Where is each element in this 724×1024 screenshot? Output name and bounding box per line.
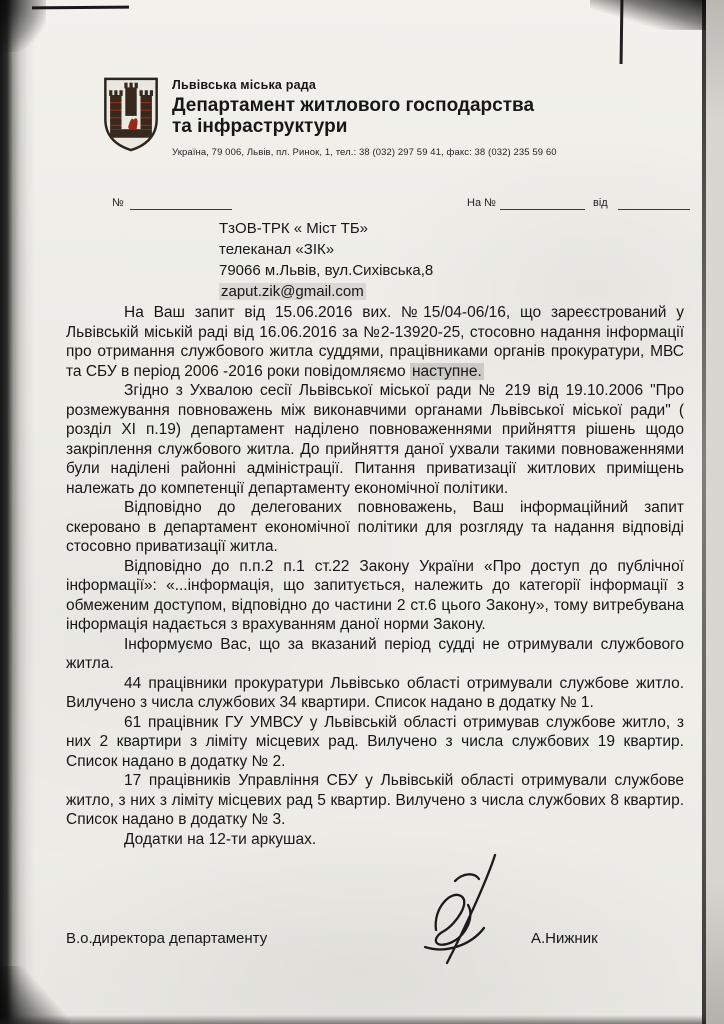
date-label: від — [593, 197, 608, 209]
outgoing-number-label: № — [112, 197, 124, 209]
recipient-block — [219, 218, 433, 302]
recipient-email: zaput.zik@gmail.com — [221, 283, 364, 300]
incoming-number-label: На № — [467, 197, 496, 209]
recipient-organization: ТзОВ-ТРК « Міст ТБ» — [219, 220, 369, 237]
outgoing-number-blank — [130, 209, 232, 210]
department-name-line2: та інфраструктури — [172, 116, 348, 138]
scan-artifact-top-left-corner — [0, 0, 46, 52]
reference-line — [112, 197, 690, 215]
body-paragraph: 17 працівників Управління СБУ у Львівській області отримували службове житло, з них з ліміту місцевих рад 5 квартир. Вилучено з числа службових 8 квартир. Список надано в додатку № 3. — [66, 772, 684, 828]
scan-artifact-right-line — [702, 0, 706, 1024]
scan-artifact-left-edge — [0, 0, 36, 1024]
body-paragraph: 44 працівники прокуратури Львівсько області отримували службове житло. Вилучено з числа службових 34 квартири. Список надано в додатку № 1. — [66, 674, 684, 711]
body-paragraph: Додатки на 12-ти аркушах. — [124, 830, 317, 848]
handwritten-signature — [398, 850, 528, 968]
body-paragraph: 61 працівник ГУ УМВСУ у Львівській області отримував службове житло, з них 2 квартири з ліміту місцевих рад. Вилучено з числа службових 19 квартир. Список надано в додатку № 2. — [66, 713, 684, 770]
scan-artifact-bottom-left-corner — [0, 966, 70, 1024]
date-blank — [618, 209, 690, 210]
body-paragraph: Відповідно до п.п.2 п.1 ст.22 Закону України «Про доступ до публічної інформації»: «...інформація, що запитується, належить до категорії інформації з обмеженим доступом, відповідно до частини 2 ст.6 цього Закону», тому витребувана інформація надається з врахуванням даної норми Закону. — [66, 557, 684, 633]
body-paragraph: На Ваш запит від 15.06.2016 вих. №15/04-06/16, що зареєстрований у Львівській міській раді від 16.06.2016 за №2-13920-25, стосовно надання інформації про отримання службового житла суддями, працівниками органів прокуратури, МВС та СБУ в період 2006 -2016 роки повідомляємо наступне. — [66, 304, 684, 380]
incoming-number-blank — [500, 209, 585, 210]
body-paragraph: Відповідно до делегованих повноважень, Ваш інформаційний запит скеровано в департамент економічної політики для розгляду та надання відповіді стосовно приватизації житла. — [66, 499, 684, 555]
letterhead — [102, 76, 672, 158]
highlighted-word: наступне. — [411, 362, 482, 380]
scan-artifact-right-margin — [706, 0, 724, 1024]
scan-artifact-vertical-line — [620, 0, 624, 64]
signoff-name: А.Нижник — [531, 930, 598, 947]
signoff-title: В.о.директора департаменту — [66, 930, 268, 947]
recipient-channel: телеканал «ЗІК» — [219, 241, 335, 258]
org-name: Львівська міська рада — [172, 78, 317, 92]
department-name-line1: Департамент житлового господарства — [172, 95, 535, 116]
body-paragraph: Згідно з Ухвалою сесії Львівської міської ради № 219 від 19.10.2006 "Про розмежування повноважень між виконавчими органами Львівської міської ради" ( розділ XI п.19) департамент наділено повноваженнями прийняття рішень щодо закріплення службового житла. До прийняття даної ухвали такими повноваженнями були наділені районні адміністрації. Питання приватизації житлових приміщень належать до компетенції департаменту економічної політики. — [66, 382, 684, 497]
letter-body — [66, 303, 684, 849]
recipient-address: 79066 м.Львів, вул.Сихівська,8 — [219, 262, 434, 279]
body-paragraph: Інформуємо Вас, що за вказаний період судді не отримували службового житла. — [66, 635, 684, 672]
lviv-coat-of-arms-icon — [102, 76, 160, 158]
scan-artifact-top-line — [32, 6, 129, 10]
scan-artifact-top-right-corner — [590, 0, 706, 30]
letterhead-address: Україна, 79 006, Львів, пл. Ринок, 1, тел.: 38 (032) 297 59 41, факс: 38 (032) 235 59 60 — [172, 146, 557, 158]
scan-artifact-bottom-edge — [0, 1015, 724, 1024]
